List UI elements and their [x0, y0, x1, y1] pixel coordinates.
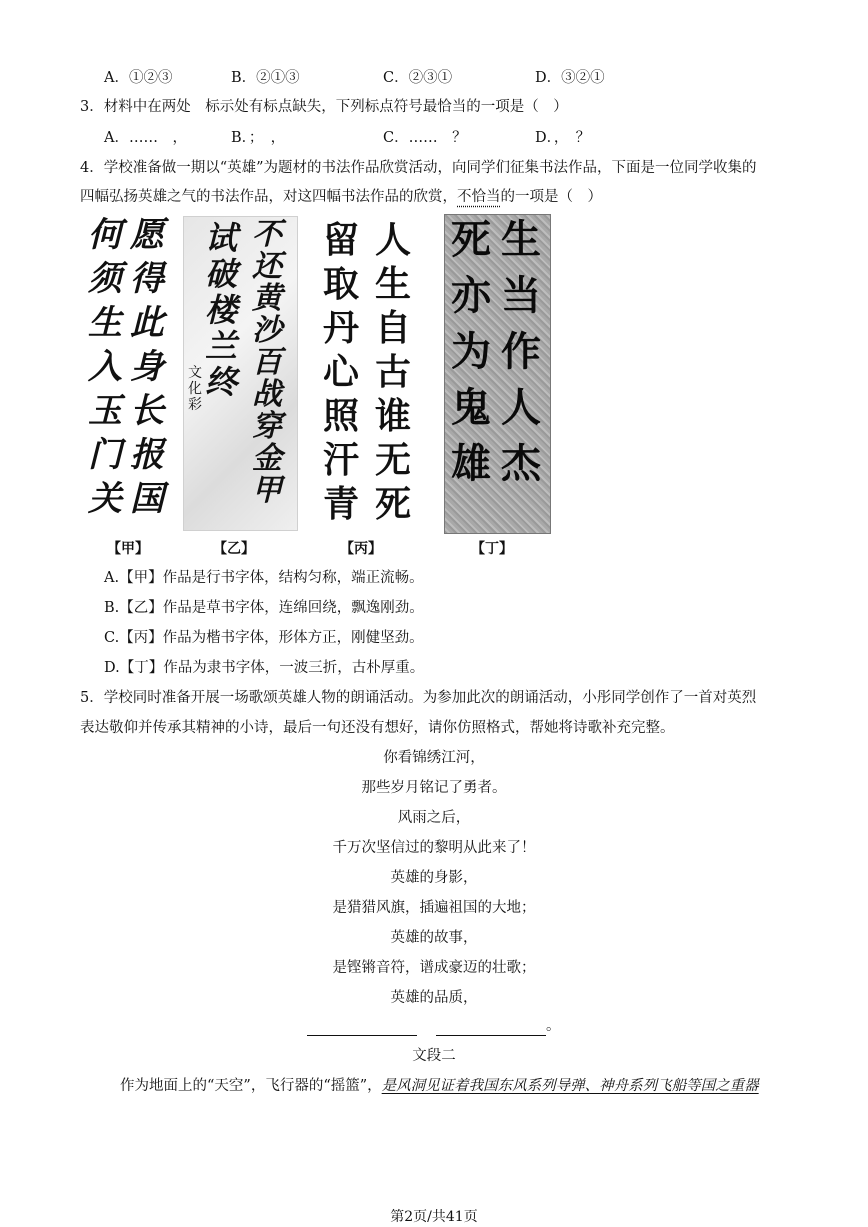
calligraphy-char: 取	[322, 263, 359, 305]
calligraphy-char: 人	[374, 219, 411, 261]
poem-line-8: 是铿锵音符，谱成豪迈的壮歌；	[332, 960, 536, 976]
q4-stem-line2	[80, 187, 602, 207]
calligraphy-char: 破	[204, 255, 237, 293]
page-footer: 第2页/共41页	[390, 1209, 478, 1225]
poem-line-1: 你看锦绣江河，	[383, 750, 485, 766]
answer-blank-1[interactable]	[307, 1021, 417, 1036]
calligraphy-char: 生	[501, 216, 541, 263]
label-ding: 【丁】	[471, 541, 513, 557]
yi-column-3	[241, 217, 293, 508]
calligraphy-char: 照	[322, 395, 359, 437]
calligraphy-char: 何	[88, 215, 122, 255]
calligraphy-char: 金	[252, 441, 282, 476]
q2-option-b: B．②①③	[231, 70, 300, 86]
q2-option-a: A．①②③	[104, 70, 173, 86]
section2-text-plain: 作为地面上的“天空”，飞行器的“摇篮”，	[120, 1078, 382, 1094]
calligraphy-char: 得	[130, 259, 164, 299]
q3-option-a: A．…… ，	[104, 130, 187, 146]
calligraphy-char: 长	[130, 391, 164, 431]
calligraphy-char: 鬼	[451, 384, 491, 431]
calligraphy-char: 入	[88, 347, 122, 387]
calligraphy-char: 百	[252, 345, 282, 380]
calligraphy-char: 身	[130, 347, 164, 387]
calligraphy-char: 须	[88, 259, 122, 299]
q4-option-b: B.【乙】作品是草书字体，连绵回绕，飘逸刚劲。	[104, 600, 424, 616]
poem-line-4: 千万次坚信过的黎明从此来了！	[332, 840, 536, 856]
calligraphy-char: 战	[252, 377, 282, 412]
q4-stem-part-b: 的一项是（ ）	[500, 189, 602, 205]
calligraphy-char: 雄	[451, 440, 491, 487]
calligraphy-char: 无	[374, 439, 411, 481]
q4-stem-part-a: 四幅弘扬英雄之气的书法作品，对这四幅书法作品的欣赏，	[80, 189, 457, 205]
poem-line-9: 英雄的品质，	[390, 990, 478, 1006]
ding-column-left	[446, 216, 496, 487]
q4-option-a: A.【甲】作品是行书字体，结构匀称，端正流畅。	[104, 570, 424, 586]
q4-emphasis-dotted: 不恰当	[457, 189, 501, 205]
calligraphy-char: 穿	[252, 409, 282, 444]
calligraphy-char: 自	[374, 307, 411, 349]
q4-stem-line1: 4．学校准备做一期以“英雄”为题材的书法作品欣赏活动，向同学们征集书法作品，下面是一位同学收集的	[80, 160, 757, 176]
calligraphy-char: 试	[204, 219, 237, 257]
q5-stem-line1: 5．学校同时准备开展一场歌颂英雄人物的朗诵活动。为参加此次的朗诵活动，小彤同学创作了一首对英烈	[80, 690, 757, 706]
calligraphy-char: 此	[130, 303, 164, 343]
calligraphy-char: 死	[374, 483, 411, 525]
answer-blank-period: 。	[546, 1018, 561, 1034]
calligraphy-char: 丹	[322, 307, 359, 349]
yi-column-1	[186, 366, 204, 412]
calligraphy-work-yi	[183, 216, 296, 529]
q3-option-b: B．； ，	[231, 130, 286, 146]
calligraphy-char: 人	[501, 384, 541, 431]
calligraphy-char: 报	[130, 435, 164, 475]
q2-option-c: C．②③①	[383, 70, 453, 86]
calligraphy-char: 关	[88, 479, 122, 519]
calligraphy-char: 愿	[130, 215, 164, 255]
q4-option-d: D.【丁】作品为隶书字体，一波三折，古朴厚重。	[104, 660, 425, 676]
poem-line-5: 英雄的身影，	[390, 870, 478, 886]
answer-blank-2[interactable]	[436, 1021, 546, 1036]
calligraphy-char: 沙	[252, 313, 282, 348]
q5-stem-line2: 表达敬仰并传承其精神的小诗，最后一句还没有想好，请你仿照格式，帮她将诗歌补充完整。	[80, 720, 675, 736]
label-yi: 【乙】	[213, 541, 255, 557]
calligraphy-char: 黄	[252, 281, 282, 316]
calligraphy-work-jia	[86, 215, 166, 530]
poem-line-2: 那些岁月铭记了勇者。	[361, 780, 507, 796]
calligraphy-work-bing	[318, 219, 418, 525]
section2-text-underlined: 是风洞见证着我国东风系列导弹、神舟系列飞船等国之重器	[381, 1078, 759, 1094]
calligraphy-char: 留	[322, 219, 359, 261]
calligraphy-char: 楼	[204, 291, 237, 329]
poem-line-7: 英雄的故事，	[390, 930, 478, 946]
label-jia: 【甲】	[107, 541, 149, 557]
calligraphy-char: 谁	[374, 395, 411, 437]
calligraphy-char: 当	[501, 272, 541, 319]
calligraphy-char: 兰	[204, 327, 237, 365]
calligraphy-char: 亦	[451, 272, 491, 319]
jia-column-right	[128, 215, 166, 519]
calligraphy-char: 文	[188, 365, 202, 381]
calligraphy-char: 门	[88, 435, 122, 475]
bing-column-left	[318, 219, 364, 525]
section2-paragraph	[120, 1076, 759, 1096]
calligraphy-char: 汗	[322, 439, 359, 481]
calligraphy-char: 死	[451, 216, 491, 263]
calligraphy-char: 化	[188, 381, 202, 397]
calligraphy-char: 玉	[88, 391, 122, 431]
calligraphy-char: 杰	[501, 440, 541, 487]
calligraphy-char: 还	[252, 249, 282, 284]
poem-line-6: 是猎猎风旗，插遍祖国的大地；	[332, 900, 536, 916]
calligraphy-char: 生	[374, 263, 411, 305]
q2-option-d: D．③②①	[535, 70, 605, 86]
calligraphy-work-ding	[444, 214, 549, 532]
calligraphy-char: 心	[322, 351, 359, 393]
calligraphy-char: 青	[322, 483, 359, 525]
q4-option-c: C.【丙】作品为楷书字体，形体方正，刚健坚劲。	[104, 630, 424, 646]
label-bing: 【丙】	[340, 541, 382, 557]
jia-column-left	[86, 215, 124, 519]
bing-column-right	[370, 219, 416, 525]
q3-option-d: D．， ？	[535, 130, 591, 146]
poem-answer-blank-line[interactable]	[0, 1016, 868, 1036]
calligraphy-char: 古	[374, 351, 411, 393]
calligraphy-char: 生	[88, 303, 122, 343]
calligraphy-char: 终	[204, 363, 237, 401]
q3-stem: 3．材料中在两处 标示处有标点缺失，下列标点符号最恰当的一项是（ ）	[80, 99, 568, 115]
q3-option-c: C．…… ？	[383, 130, 467, 146]
calligraphy-char: 作	[501, 328, 541, 375]
ding-column-right	[496, 216, 546, 487]
calligraphy-char: 彩	[188, 397, 202, 413]
calligraphy-char: 国	[130, 479, 164, 519]
calligraphy-char: 甲	[252, 473, 282, 508]
calligraphy-char: 不	[252, 217, 282, 252]
yi-column-2	[203, 219, 239, 401]
section2-heading: 文段二	[412, 1048, 456, 1064]
calligraphy-char: 为	[451, 328, 491, 375]
poem-line-3: 风雨之后，	[397, 810, 471, 826]
